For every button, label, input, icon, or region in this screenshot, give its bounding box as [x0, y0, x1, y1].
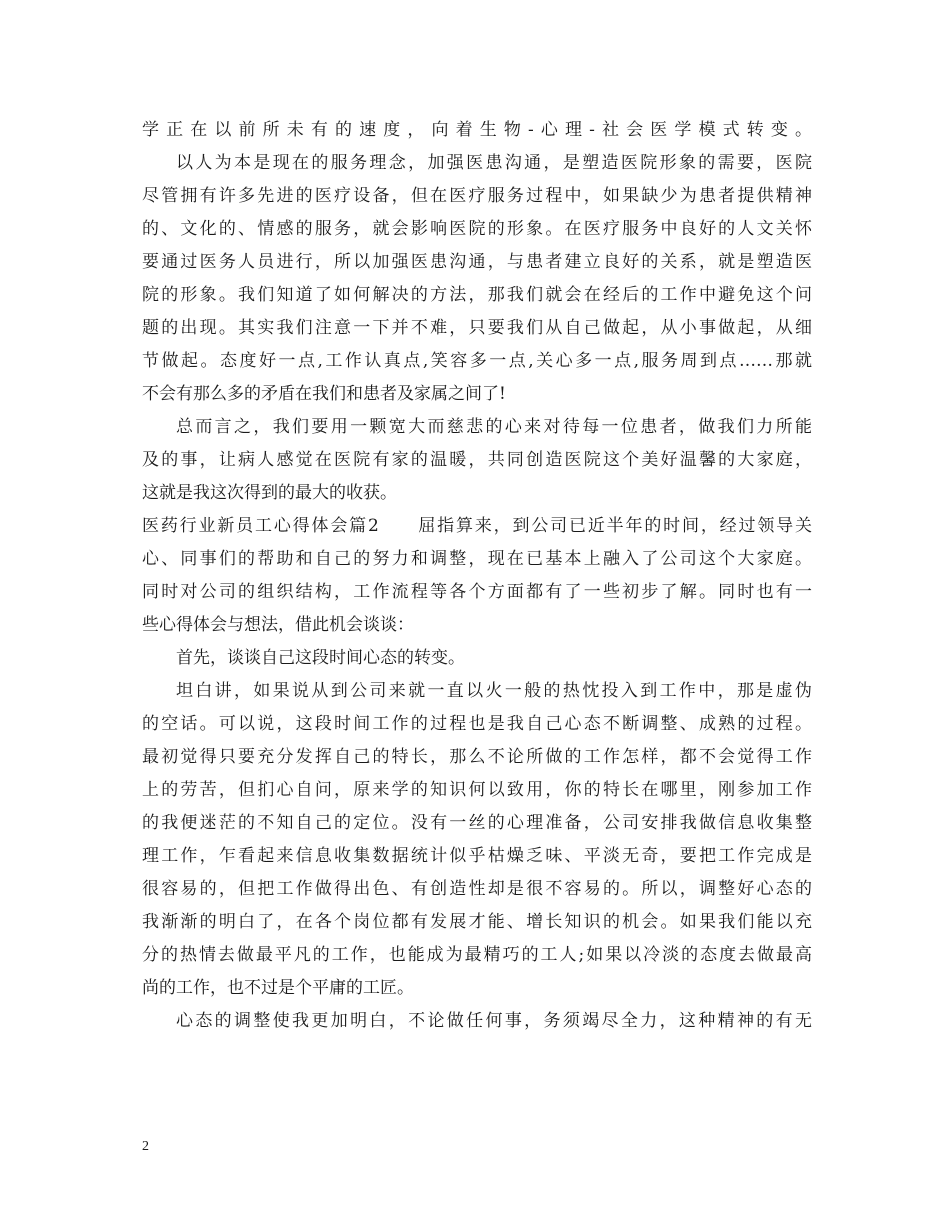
text-line: 总而言之，我们要用一颗宽大而慈悲的心来对待每一位患者，做我们力所能	[176, 417, 812, 437]
text-line: 要通过医务人员进行，所以加强医患沟通，与患者建立良好的关系，就是塑造医	[142, 252, 812, 272]
page-number: 2	[142, 1139, 149, 1154]
text-line: 坦白讲，如果说从到公司来就一直以火一般的热忱投入到工作中，那是虚伪	[176, 681, 812, 701]
text-line: 很容易的，但把工作做得出色、有创造性却是很不容易的。所以，调整好心态的	[142, 879, 812, 899]
text-line: 心、同事们的帮助和自己的努力和调整，现在已基本上融入了公司这个大家庭。	[142, 549, 812, 569]
text-line: 及的事，让病人感觉在医院有家的温暖，共同创造医院这个美好温馨的大家庭，	[142, 450, 812, 470]
text-line: 上的劳苦，但扪心自问，原来学的知识何以致用，你的特长在哪里，刚参加工作	[142, 780, 812, 800]
text-line: 题的出现。其实我们注意一下并不难，只要我们从自己做起，从小事做起，从细	[142, 318, 812, 338]
text-line: 首先，谈谈自己这段时间心态的转变。	[176, 648, 465, 668]
text-line: 不会有那么多的矛盾在我们和患者及家属之间了!	[142, 384, 506, 404]
text-line: 的、文化的、情感的服务，就会影响医院的形象。在医疗服务中良好的人文关怀	[142, 219, 812, 239]
text-line: 同时对公司的组织结构，工作流程等各个方面都有了一些初步了解。同时也有一	[142, 582, 812, 602]
text-line: 院的形象。我们知道了如何解决的方法，那我们就会在经后的工作中避免这个问	[142, 285, 812, 305]
text-line: 学正在以前所未有的速度，向着生物-心理-社会医学模式转变。	[142, 120, 812, 140]
body-text	[142, 114, 812, 1038]
text-line: 理工作，乍看起来信息收集数据统计似乎枯燥乏味、平淡无奇，要把工作完成是	[142, 846, 812, 866]
text-line: 些心得体会与想法，借此机会谈谈：	[142, 615, 414, 635]
text-line: 节做起。态度好一点,工作认真点,笑容多一点,关心多一点,服务周到点……那就	[142, 351, 812, 371]
text-line: 以人为本是现在的服务理念，加强医患沟通，是塑造医院形象的需要，医院	[176, 153, 812, 173]
text-line: 的空话。可以说，这段时间工作的过程也是我自己心态不断调整、成熟的过程。	[142, 714, 812, 734]
text-line: 医药行业新员工心得体会篇2 屈指算来，到公司已近半年的时间，经过领导关	[142, 516, 812, 536]
text-line: 最初觉得只要充分发挥自己的特长，那么不论所做的工作怎样，都不会觉得工作	[142, 747, 812, 767]
text-line: 尚的工作，也不过是个平庸的工匠。	[142, 978, 414, 998]
text-line: 我渐渐的明白了，在各个岗位都有发展才能、增长知识的机会。如果我们能以充	[142, 912, 812, 932]
text-line: 这就是我这次得到的最大的收获。	[142, 483, 397, 503]
text-line: 的我便迷茫的不知自己的定位。没有一丝的心理准备，公司安排我做信息收集整	[142, 813, 812, 833]
text-line: 分的热情去做最平凡的工作，也能成为最精巧的工人;如果以冷淡的态度去做最高	[142, 945, 812, 965]
text-line: 尽管拥有许多先进的医疗设备，但在医疗服务过程中，如果缺少为患者提供精神	[142, 186, 812, 206]
text-line: 心态的调整使我更加明白，不论做任何事，务须竭尽全力，这种精神的有无	[176, 1011, 812, 1031]
